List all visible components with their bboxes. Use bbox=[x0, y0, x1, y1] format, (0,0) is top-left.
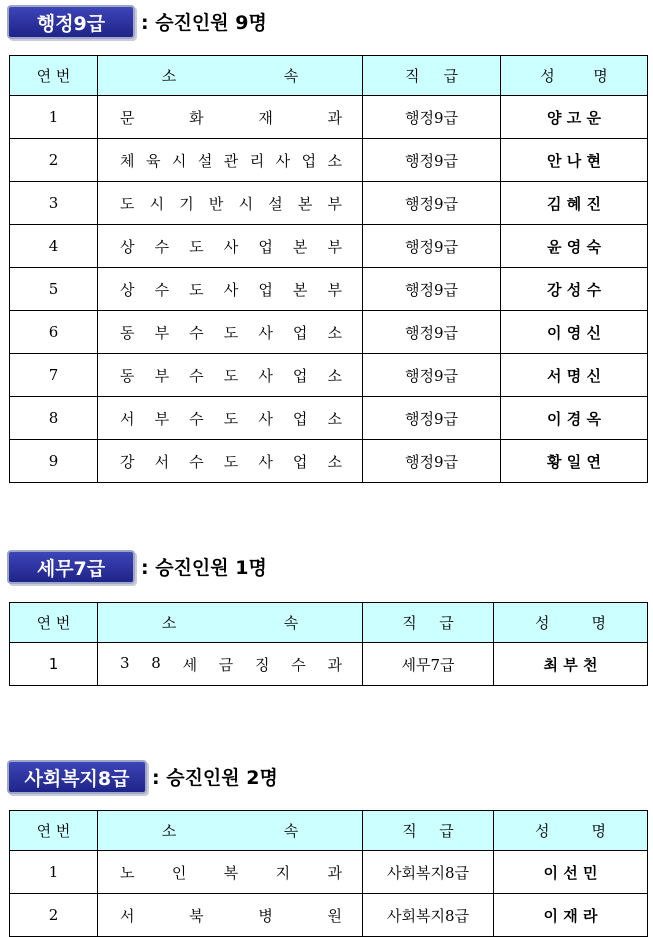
cell-rank: 행정9급 bbox=[363, 225, 501, 268]
cell-name: 황 일 연 bbox=[501, 440, 648, 483]
cell-rank: 행정9급 bbox=[363, 311, 501, 354]
promotion-table bbox=[9, 602, 648, 686]
table-row bbox=[10, 440, 648, 483]
cell-dept bbox=[98, 894, 363, 937]
table-row bbox=[10, 397, 648, 440]
table-row bbox=[10, 182, 648, 225]
cell-no: 2 bbox=[10, 139, 98, 182]
cell-no: 7 bbox=[10, 354, 98, 397]
cell-rank: 행정9급 bbox=[363, 268, 501, 311]
section-badge: 행정9급 bbox=[7, 5, 135, 39]
cell-name: 안 나 현 bbox=[501, 139, 648, 182]
section-badge: 세무7급 bbox=[7, 550, 135, 584]
cell-name: 김 혜 진 bbox=[501, 182, 648, 225]
cell-rank: 사회복지8급 bbox=[363, 894, 494, 937]
cell-dept-text: 상 수 도 사 업 본 부 bbox=[120, 280, 342, 299]
cell-dept bbox=[98, 225, 363, 268]
cell-rank: 행정9급 bbox=[363, 139, 501, 182]
table-row bbox=[10, 139, 648, 182]
promotion-table bbox=[9, 810, 648, 937]
cell-no: 4 bbox=[10, 225, 98, 268]
cell-dept-text: 동 부 수 도 사 업 소 bbox=[120, 366, 342, 385]
cell-name: 윤 영 숙 bbox=[501, 225, 648, 268]
cell-no: 3 bbox=[10, 182, 98, 225]
cell-dept bbox=[98, 182, 363, 225]
table-body bbox=[10, 851, 648, 937]
header-name: 성 명 bbox=[501, 56, 648, 96]
cell-dept-text: 강 서 수 도 사 업 소 bbox=[120, 452, 342, 471]
table-row bbox=[10, 354, 648, 397]
header-dept: 소 속 bbox=[98, 811, 363, 851]
cell-rank: 행정9급 bbox=[363, 397, 501, 440]
table-header-row bbox=[10, 56, 648, 96]
cell-dept-text: 서 부 수 도 사 업 소 bbox=[120, 409, 342, 428]
header-rank: 직 급 bbox=[363, 56, 501, 96]
cell-rank: 행정9급 bbox=[363, 354, 501, 397]
section-badge: 사회복지8급 bbox=[7, 760, 147, 794]
cell-dept bbox=[98, 268, 363, 311]
table-row bbox=[10, 643, 648, 686]
header-dept: 소 속 bbox=[98, 603, 363, 643]
cell-no: 9 bbox=[10, 440, 98, 483]
cell-dept bbox=[98, 643, 363, 686]
section-subtitle: : 승진인원 1명 bbox=[141, 557, 267, 579]
cell-dept bbox=[98, 311, 363, 354]
cell-rank: 세무7급 bbox=[363, 643, 494, 686]
header-no: 연 번 bbox=[10, 56, 98, 96]
cell-name: 양 고 운 bbox=[501, 96, 648, 139]
table-header-row bbox=[10, 603, 648, 643]
header-no: 연 번 bbox=[10, 811, 98, 851]
table-body bbox=[10, 643, 648, 686]
table-header-row bbox=[10, 811, 648, 851]
cell-rank: 사회복지8급 bbox=[363, 851, 494, 894]
cell-rank: 행정9급 bbox=[363, 440, 501, 483]
table-row bbox=[10, 96, 648, 139]
cell-no: 8 bbox=[10, 397, 98, 440]
cell-no: 6 bbox=[10, 311, 98, 354]
cell-rank: 행정9급 bbox=[363, 96, 501, 139]
cell-dept-text: 서 북 병 원 bbox=[120, 906, 342, 925]
header-name: 성 명 bbox=[494, 811, 648, 851]
cell-rank: 행정9급 bbox=[363, 182, 501, 225]
header-name: 성 명 bbox=[494, 603, 648, 643]
table-row bbox=[10, 851, 648, 894]
cell-no: 1 bbox=[10, 851, 98, 894]
cell-dept bbox=[98, 397, 363, 440]
section-subtitle: : 승진인원 9명 bbox=[141, 12, 267, 34]
cell-dept-text: 노 인 복 지 과 bbox=[120, 863, 342, 882]
cell-dept bbox=[98, 139, 363, 182]
header-no: 연 번 bbox=[10, 603, 98, 643]
cell-name: 서 명 신 bbox=[501, 354, 648, 397]
cell-no: 1 bbox=[10, 96, 98, 139]
cell-dept-text: 문 화 재 과 bbox=[120, 108, 342, 127]
cell-dept-text: 동 부 수 도 사 업 소 bbox=[120, 323, 342, 342]
header-rank: 직 급 bbox=[363, 603, 494, 643]
cell-dept bbox=[98, 354, 363, 397]
cell-no: 1 bbox=[10, 643, 98, 686]
table-row bbox=[10, 225, 648, 268]
table-row bbox=[10, 894, 648, 937]
header-rank: 직 급 bbox=[363, 811, 494, 851]
table-row bbox=[10, 311, 648, 354]
table-body bbox=[10, 96, 648, 483]
cell-dept bbox=[98, 96, 363, 139]
cell-name: 이 선 민 bbox=[494, 851, 648, 894]
header-dept: 소 속 bbox=[98, 56, 363, 96]
promotion-table bbox=[9, 55, 648, 483]
cell-name: 이 경 옥 bbox=[501, 397, 648, 440]
cell-no: 2 bbox=[10, 894, 98, 937]
cell-name: 이 재 라 bbox=[494, 894, 648, 937]
cell-dept-text: 도 시 기 반 시 설 본 부 bbox=[120, 194, 342, 213]
cell-name: 강 성 수 bbox=[501, 268, 648, 311]
cell-dept-text: 상 수 도 사 업 본 부 bbox=[120, 237, 342, 256]
cell-name: 이 영 신 bbox=[501, 311, 648, 354]
cell-name: 최 부 천 bbox=[494, 643, 648, 686]
cell-dept-text: 체 육 시 설 관 리 사 업 소 bbox=[120, 151, 342, 170]
cell-dept bbox=[98, 851, 363, 894]
table-row bbox=[10, 268, 648, 311]
cell-no: 5 bbox=[10, 268, 98, 311]
section-subtitle: : 승진인원 2명 bbox=[152, 767, 278, 789]
cell-dept bbox=[98, 440, 363, 483]
cell-dept-text: 3 8 세 금 징 수 과 bbox=[120, 653, 342, 674]
